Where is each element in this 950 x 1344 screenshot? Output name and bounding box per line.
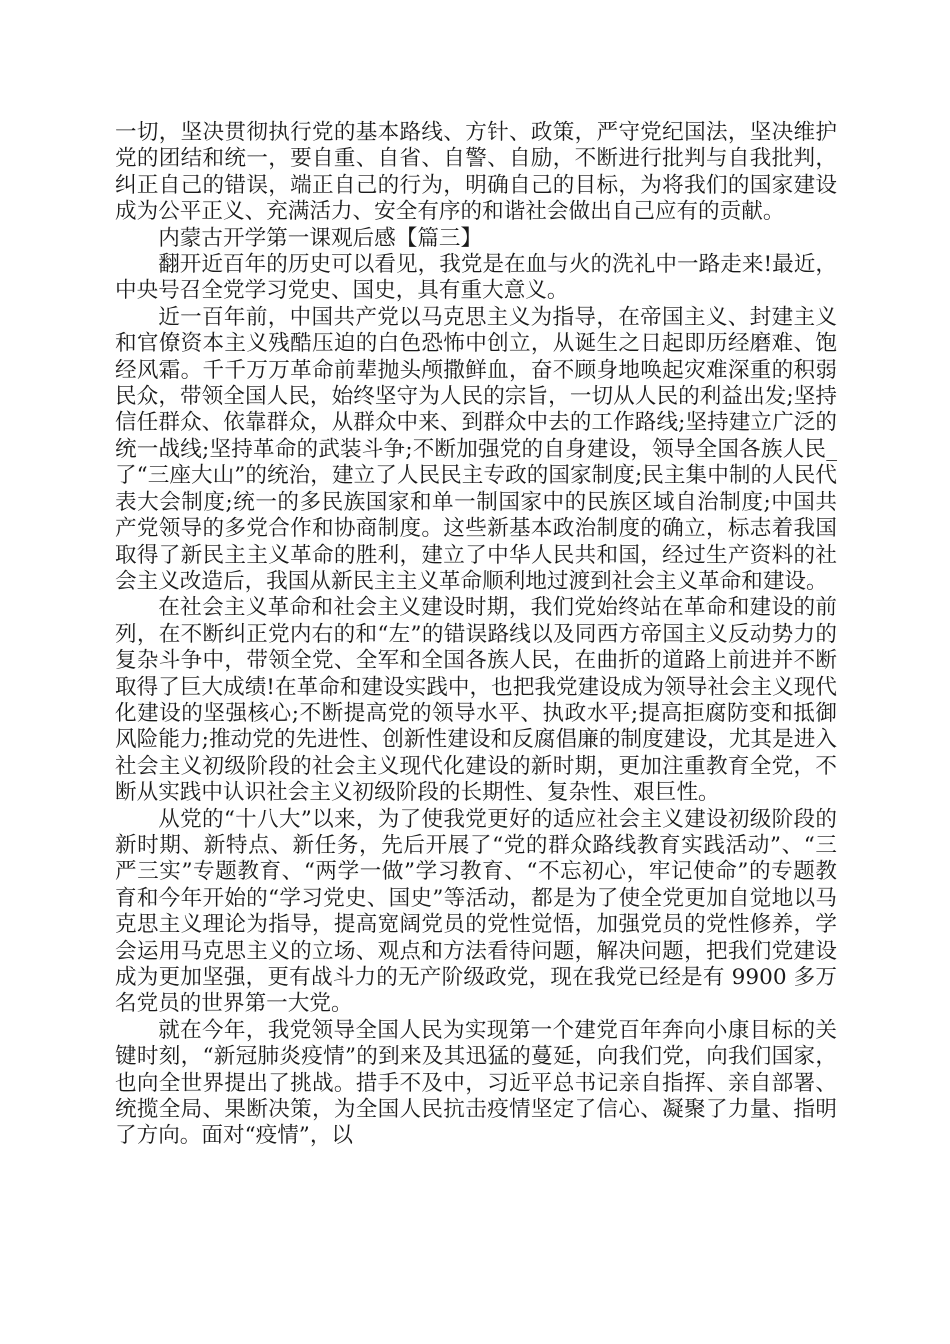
paragraph: 从党的“十八大”以来，为了使我党更好的适应社会主义建设初级阶段的新时期、新特点、新任务，先后开展了“党的群众路线教育实践活动”、“三严三实”专题教育、“两学一做”学习教育、“不忘初心，牢记使命”的专题教育和今年开始的“学习党史、国史”等活动，都是为了使全党更加自觉地以马克思主义理论为指导，提高宽阔党员的党性觉悟，加强党员的党性修养，学会运用马克思主义的立场、观点和方法看待问题，解决问题，把我们党建设成为更加坚强，更有战斗力的无产阶级政党，现在我党已经是有 9900 多万名党员的世界第一大党。 [115, 806, 837, 1017]
paragraph: 翻开近百年的历史可以看见，我党是在血与火的洗礼中一路走来!最近，中央号召全党学习党史、国史，具有重大意义。 [115, 252, 837, 304]
document-page [115, 120, 837, 1150]
paragraph: 就在今年，我党领导全国人民为实现第一个建党百年奔向小康目标的关键时刻，“新冠肺炎疫情”的到来及其迅猛的蔓延，向我们党，向我们国家，也向全世界提出了挑战。措手不及中，习近平总书记亲自指挥、亲自部署、统揽全局、果断决策，为全国人民抗击疫情坚定了信心、凝聚了力量、指明了方向。面对“疫情”，以 [115, 1017, 837, 1149]
paragraph: 在社会主义革命和社会主义建设时期，我们党始终站在革命和建设的前列，在不断纠正党内右的和“左”的错误路线以及同西方帝国主义反动势力的复杂斗争中，带领全党、全军和全国各族人民，在曲折的道路上前进并不断取得了巨大成绩!在革命和建设实践中，也把我党建设成为领导社会主义现代化建设的坚强核心;不断提高党的领导水平、执政水平;提高拒腐防变和抵御风险能力;推动党的先进性、创新性建设和反腐倡廉的制度建设，尤其是进入社会主义初级阶段的社会主义现代化建设的新时期，更加注重教育全党，不断从实践中认识社会主义初级阶段的长期性、复杂性、艰巨性。 [115, 595, 837, 806]
section-heading: 内蒙古开学第一课观后感【篇三】 [158, 225, 483, 251]
paragraph-continuation: 一切，坚决贯彻执行党的基本路线、方针、政策，严守党纪国法，坚决维护党的团结和统一，要自重、自省、自警、自励，不断进行批判与自我批判，纠正自己的错误，端正自己的行为，明确自己的目标，为将我们的国家建设成为公平正义、充满活力、安全有序的和谐社会做出自己应有的贡献。 [115, 120, 837, 225]
paragraph: 近一百年前，中国共产党以马克思主义为指导，在帝国主义、封建主义和官僚资本主义残酷压迫的白色恐怖中创立，从诞生之日起即历经磨难、饱经风霜。千千万万革命前辈抛头颅撒鲜血，奋不顾身地唤起灾难深重的积弱民众，带领全国人民，始终坚守为人民的宗旨，一切从人民的利益出发;坚持信任群众、依靠群众，从群众中来、到群众中去的工作路线;坚持建立广泛的统一战线;坚持革命的武装斗争;不断加强党的自身建设，领导全国各族人民_了“三座大山”的统治，建立了人民民主专政的国家制度;民主集中制的人民代表大会制度;统一的多民族国家和单一制国家中的民族区域自治制度;中国共产党领导的多党合作和协商制度。这些新基本政治制度的确立，标志着我国取得了新民主主义革命的胜利，建立了中华人民共和国，经过生产资料的社会主义改造后，我国从新民主主义革命顺利地过渡到社会主义革命和建设。 [115, 304, 837, 594]
